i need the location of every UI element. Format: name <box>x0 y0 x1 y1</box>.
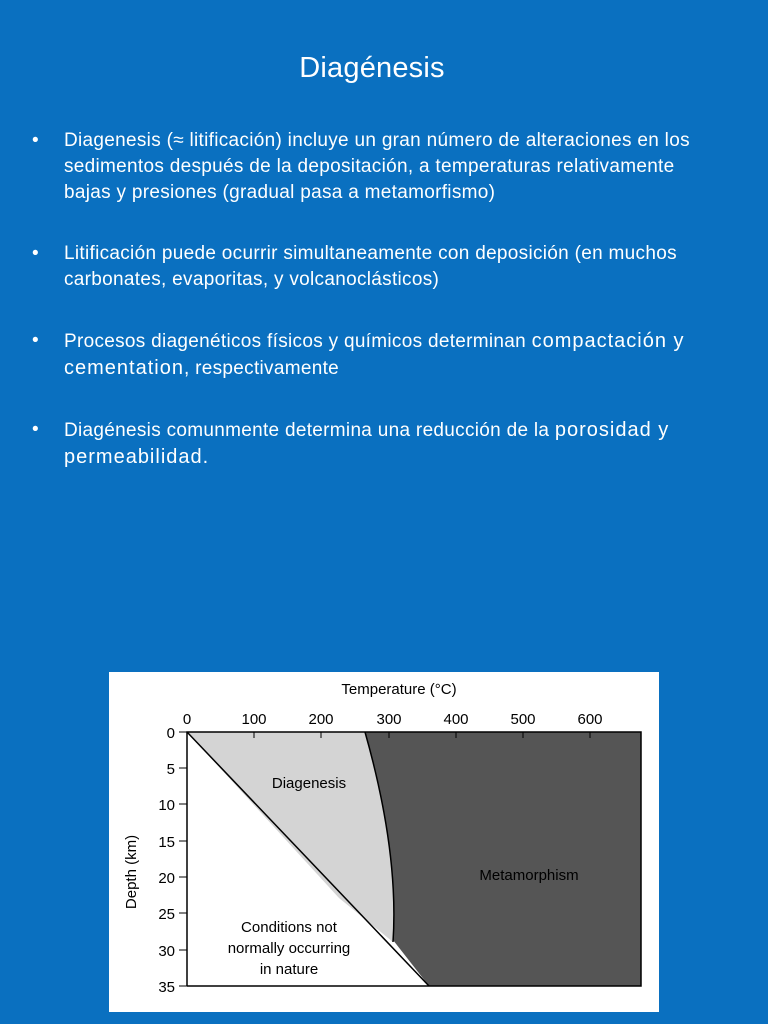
bullet-text: Diagenesis (≈ litificación) incluye un gran número de alteraciones en los sedimentos después de la depositación, a temperaturas relativamente bajas y presiones (gradual pasa a metamorfismo) <box>64 130 690 203</box>
x-tick-label: 600 <box>577 711 603 728</box>
diagenesis-label: Diagenesis <box>271 775 347 792</box>
unnatural-label-line2: normally occurring <box>227 940 351 957</box>
diagram-svg <box>109 672 659 1012</box>
bullet-marker: • <box>32 243 39 264</box>
bullet-text: Litificación puede ocurrir simultaneamente con deposición (en muchos carbonates, evaporitas, y volcanoclásticos) <box>64 243 677 290</box>
y-tick-label: 5 <box>166 761 175 778</box>
bullet-item <box>32 328 722 382</box>
x-tick-label: 200 <box>308 711 334 728</box>
bullet-emphasis: porosidad y permeabilidad. <box>64 419 670 468</box>
x-tick-label: 100 <box>241 711 267 728</box>
y-tick-label: 10 <box>158 797 175 814</box>
y-tick-label: 35 <box>158 979 175 996</box>
metamorphism-label: Metamorphism <box>479 867 579 884</box>
diagenesis-figure <box>109 672 659 1012</box>
x-axis-title: Temperature (°C) <box>341 681 457 698</box>
y-tick-label: 25 <box>158 906 175 923</box>
bullet-text: Diagénesis comunmente determina una reducción de la <box>64 420 555 441</box>
y-axis <box>158 725 187 996</box>
y-axis-title: Depth (km) <box>123 834 140 910</box>
metamorphism-region <box>365 732 641 986</box>
unnatural-label-line1: Conditions not <box>241 919 337 936</box>
y-tick-label: 15 <box>158 834 175 851</box>
y-tick-label: 30 <box>158 943 175 960</box>
x-tick-label: 0 <box>182 711 192 728</box>
bullet-marker: • <box>32 130 39 151</box>
bullet-list <box>32 128 722 506</box>
bullet-text: , respectivamente <box>183 358 340 379</box>
slide-title: Diagénesis <box>299 52 445 84</box>
x-tick-label: 400 <box>443 711 469 728</box>
x-tick-label: 300 <box>376 711 402 728</box>
bullet-marker: • <box>32 419 39 440</box>
x-tick-label: 500 <box>510 711 536 728</box>
y-tick-label: 20 <box>158 870 175 887</box>
bullet-item <box>32 417 722 471</box>
y-tick-label: 0 <box>166 725 175 742</box>
unnatural-label-line3: in nature <box>259 961 319 978</box>
bullet-item <box>32 241 722 293</box>
bullet-text: Procesos diagenéticos físicos y químicos determinan <box>64 331 532 352</box>
bullet-emphasis: compactación y cementation <box>64 330 685 379</box>
bullet-item <box>32 128 722 206</box>
bullet-marker: • <box>32 330 39 351</box>
